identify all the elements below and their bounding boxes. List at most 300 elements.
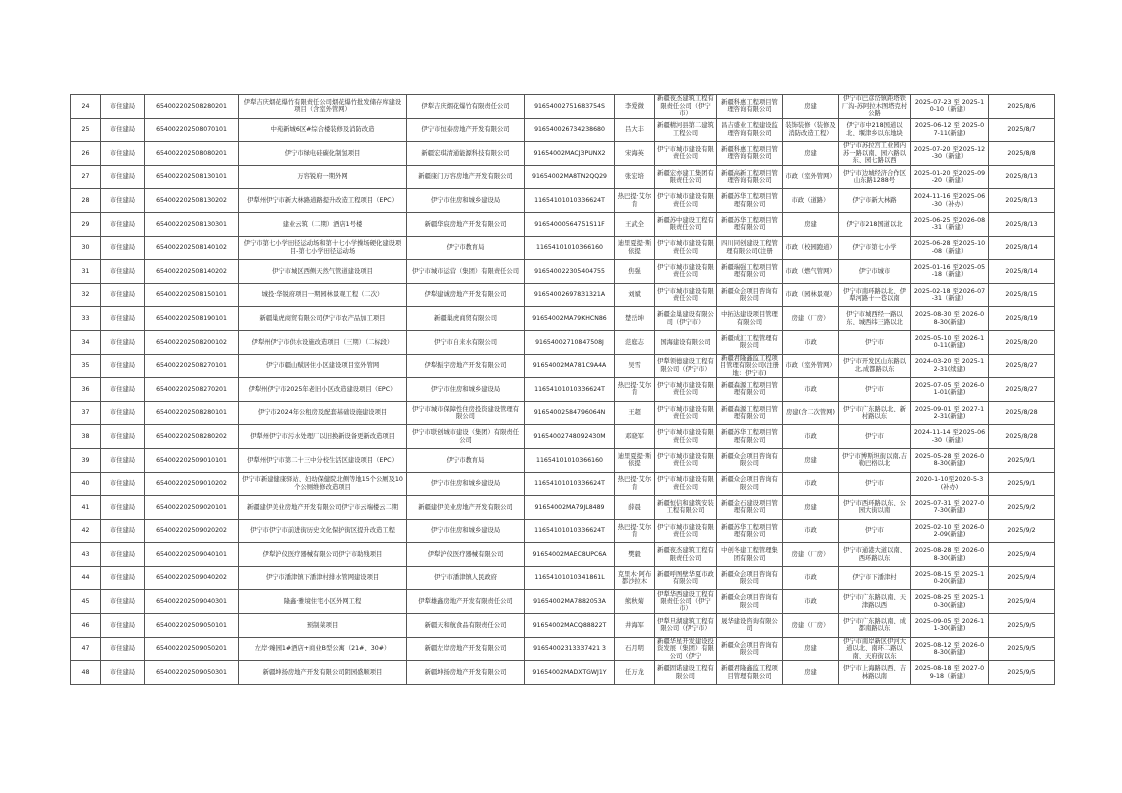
legal-rep-cell: 薛晨 (615, 496, 655, 520)
location-cell: 伊宁市 (839, 330, 911, 354)
project-type-cell: 市政（校园跑道） (783, 236, 839, 260)
location-cell: 伊宁市巴彦岱镇距塔铁厂沟-苏阿拉木图塔克村公路 (839, 95, 911, 119)
project-name-cell: 新疆建伊美业房地产开发有限公司伊宁市云端楼云二期 (239, 496, 407, 520)
department-cell: 市住建局 (101, 425, 145, 449)
legal-rep-cell: 任万龙 (615, 661, 655, 685)
contractor-cell: 伊犁领德建设工程有限公司（伊宁市） (655, 354, 717, 378)
issue-date-cell: 2025/8/28 (989, 425, 1055, 449)
legal-rep-cell: 热巴提·艾尔肯 (615, 519, 655, 543)
project-name-cell: 伊宁市疆山赋居住小区建设项目室外管网 (239, 354, 407, 378)
table-row (71, 330, 1055, 354)
project-type-cell: 房建（厂房） (783, 543, 839, 567)
construction-unit-cell: 伊犁吉庆烟花爆竹有限责任公司 (407, 95, 525, 119)
location-cell: 伊宁市 (839, 519, 911, 543)
project-name-cell: 预制菜项目 (239, 614, 407, 638)
issue-date-cell: 2025/9/2 (989, 519, 1055, 543)
construction-unit-cell: 伊宁市城市保障性住房投资建设管理有限公司 (407, 401, 525, 425)
supervisor-cell: 新疆众会项目咨询有限公司 (717, 472, 783, 496)
credit-code-cell: 11654101010336624T (525, 472, 615, 496)
project-code-cell: 654002202508130101 (145, 165, 239, 189)
department-cell: 市住建局 (101, 307, 145, 331)
supervisor-cell: 新疆高新工程项目管理咨询有限公司 (717, 165, 783, 189)
supervisor-cell: 中拓达建设项目管理有限公司 (717, 307, 783, 331)
row-number-cell: 38 (71, 425, 101, 449)
row-number-cell: 30 (71, 236, 101, 260)
contractor-cell: 伊宁市城市建设有限责任公司 (655, 260, 717, 284)
project-type-cell: 房建 (783, 661, 839, 685)
issue-date-cell: 2025/8/27 (989, 354, 1055, 378)
issue-date-cell: 2025/9/1 (989, 472, 1055, 496)
department-cell: 市住建局 (101, 95, 145, 119)
supervisor-cell: 新疆森源工程项目管理有限公司 (717, 401, 783, 425)
project-name-cell: 伊犁州伊宁市新大林路道路提升改造工程项目（EPC） (239, 189, 407, 213)
contractor-cell: 伊宁市城市建设有限责任公司 (655, 519, 717, 543)
issue-date-cell: 2025/9/5 (989, 614, 1055, 638)
contractor-cell: 伊宁市城市建设有限责任公司 (655, 472, 717, 496)
legal-rep-cell: 石月明 (615, 637, 655, 661)
legal-rep-cell: 迪里夏提·斯依提 (615, 448, 655, 472)
location-cell: 伊宁市下潘津村 (839, 566, 911, 590)
project-type-cell: 市政（道路） (783, 189, 839, 213)
department-cell: 市住建局 (101, 354, 145, 378)
supervisor-cell: 新疆金石建设项目管理有限公司 (717, 496, 783, 520)
construction-period-cell: 2025-02-18 至2026-07-31（新建） (911, 283, 989, 307)
construction-period-cell: 2025-08-30 至 2026-08-30(新建) (911, 307, 989, 331)
department-cell: 市住建局 (101, 519, 145, 543)
table-row (71, 472, 1055, 496)
row-number-cell: 34 (71, 330, 101, 354)
construction-unit-cell: 伊宁市恒泰房地产开发有限公司 (407, 118, 525, 142)
row-number-cell: 31 (71, 260, 101, 284)
construction-unit-cell: 伊宁市城市运营（集团）有限责任公司 (407, 260, 525, 284)
supervisor-cell: 昌吉盛业工程建设监理咨询有限公司 (717, 118, 783, 142)
issue-date-cell: 2025/8/20 (989, 330, 1055, 354)
contractor-cell: 伊宁市城市建设有限责任公司 (655, 378, 717, 402)
construction-period-cell: 2025-05-28 至 2026-08-30(新建) (911, 448, 989, 472)
construction-unit-cell: 新疆建伊美业房地产开发有限公司 (407, 496, 525, 520)
project-type-cell: 市政 (783, 330, 839, 354)
construction-unit-cell: 伊宁市联创城市建设（集团）有限责任公司 (407, 425, 525, 449)
construction-unit-cell: 伊宁市教育局 (407, 448, 525, 472)
construction-period-cell: 2025-06-12 至 2025-07-11(新建) (911, 118, 989, 142)
construction-unit-cell: 新疆康门万容房地产开发有限公司 (407, 165, 525, 189)
project-code-cell: 654002202508280201 (145, 95, 239, 119)
project-type-cell: 市政 (783, 566, 839, 590)
credit-code-cell: 91654002748092430M (525, 425, 615, 449)
project-type-cell: 市政（园林景观） (783, 283, 839, 307)
project-code-cell: 654002202508270101 (145, 354, 239, 378)
project-name-cell: 伊犁吉庆烟花爆竹有限责任公司烟花爆竹批发储存库建设项目（含室外管网） (239, 95, 407, 119)
department-cell: 市住建局 (101, 283, 145, 307)
issue-date-cell: 2025/8/15 (989, 283, 1055, 307)
row-number-cell: 41 (71, 496, 101, 520)
table-row (71, 566, 1055, 590)
construction-period-cell: 2020-1-10至2020-5-3(补办) (911, 472, 989, 496)
issue-date-cell: 2025/8/27 (989, 378, 1055, 402)
location-cell: 伊宁市博斯坦街以南,吉勒巴格以北 (839, 448, 911, 472)
table-row (71, 590, 1055, 614)
department-cell: 市住建局 (101, 614, 145, 638)
table-row (71, 543, 1055, 567)
project-type-cell: 房建(含二次管网) (783, 401, 839, 425)
row-number-cell: 33 (71, 307, 101, 331)
location-cell: 伊宁市广东路以北、新村路以东 (839, 401, 911, 425)
construction-period-cell: 2025-08-28 至 2026-08-30(新建) (911, 543, 989, 567)
legal-rep-cell: 热巴提·艾尔肯 (615, 472, 655, 496)
construction-period-cell: 2024-11-14 至2025-06-30（新建） (911, 425, 989, 449)
department-cell: 市住建局 (101, 330, 145, 354)
row-number-cell: 24 (71, 95, 101, 119)
project-name-cell: 伊宁市城区西侧天然气管道建设项目 (239, 260, 407, 284)
construction-period-cell: 2025-08-12 至 2026-08-30(新建) (911, 637, 989, 661)
project-type-cell: 市政（燃气管网） (783, 260, 839, 284)
department-cell: 市住建局 (101, 401, 145, 425)
project-code-cell: 654002202508070101 (145, 118, 239, 142)
construction-unit-cell: 伊宁市住房和城乡建设局 (407, 519, 525, 543)
contractor-cell: 伊宁市城市建设有限责任公司 (655, 283, 717, 307)
row-number-cell: 25 (71, 118, 101, 142)
construction-period-cell: 2025-02-10 至 2026-02-09(新建) (911, 519, 989, 543)
project-code-cell: 654002202509010202 (145, 472, 239, 496)
project-code-cell: 654002202509020101 (145, 496, 239, 520)
construction-period-cell: 2025-09-01 至 2027-12-31(新建) (911, 401, 989, 425)
contractor-cell: 新疆苏中建设工程有限责任公司 (655, 212, 717, 236)
project-name-cell: 伊犁州伊宁市污水处理厂以旧换新设备更新改造项目 (239, 425, 407, 449)
issue-date-cell: 2025/8/13 (989, 212, 1055, 236)
credit-code-cell: 91654002751683754S (525, 95, 615, 119)
table-row (71, 212, 1055, 236)
project-registry-table (70, 94, 1055, 685)
project-code-cell: 654002202508150101 (145, 283, 239, 307)
legal-rep-cell: 张宏培 (615, 165, 655, 189)
project-type-cell: 装饰装修（装修及消防改造工程） (783, 118, 839, 142)
project-name-cell: 万容锐府一期外网 (239, 165, 407, 189)
project-name-cell: 建业云筑（二期）酒店1号楼 (239, 212, 407, 236)
row-number-cell: 47 (71, 637, 101, 661)
project-type-cell: 市政（室外管网） (783, 354, 839, 378)
supervisor-cell: 新疆众会项目咨询有限公司 (717, 566, 783, 590)
project-name-cell: 伊犁州伊宁市2025年老旧小区改造建设项目（EPC） (239, 378, 407, 402)
project-code-cell: 654002202509040101 (145, 543, 239, 567)
location-cell: 伊宁市城市 (839, 260, 911, 284)
contractor-cell: 新疆夜杰建筑工程有限责任公司（伊宁市） (655, 95, 717, 119)
location-cell: 伊宁市第七小学 (839, 236, 911, 260)
legal-rep-cell: 迪里夏提·斯依提 (615, 236, 655, 260)
supervisor-cell: 新疆瑞强工程项目管理有限公司 (717, 260, 783, 284)
supervisor-cell: 四川同创建设工程管理有限公司(注册 (717, 236, 783, 260)
project-name-cell: 伊宁市绿电硅碳化制氢项目 (239, 142, 407, 166)
supervisor-cell: 晟华建设咨询有限公司 (717, 614, 783, 638)
legal-rep-cell: 王超 (615, 401, 655, 425)
construction-unit-cell: 新疆宏琪清通能源科技有限公司 (407, 142, 525, 166)
credit-code-cell: 91654002MA7882053A (525, 590, 615, 614)
issue-date-cell: 2025/8/7 (989, 118, 1055, 142)
table-row (71, 496, 1055, 520)
contractor-cell: 伊宁市城市建设有限责任公司 (655, 448, 717, 472)
construction-unit-cell: 伊宁市住房和城乡建设局 (407, 378, 525, 402)
legal-rep-cell: 井海军 (615, 614, 655, 638)
project-code-cell: 654002202508270201 (145, 378, 239, 402)
contractor-cell: 伊宁市城市建设有限责任公司 (655, 425, 717, 449)
project-name-cell: 左岸·臻园1#酒店+商业B型公寓（21#、30#） (239, 637, 407, 661)
project-type-cell: 房建 (783, 142, 839, 166)
credit-code-cell: 91654000564751S11F (525, 212, 615, 236)
row-number-cell: 45 (71, 590, 101, 614)
legal-rep-cell: 樊毅 (615, 543, 655, 567)
row-number-cell: 39 (71, 448, 101, 472)
row-number-cell: 35 (71, 354, 101, 378)
construction-period-cell: 2025-06-28 至2025-10-08（新建） (911, 236, 989, 260)
department-cell: 市住建局 (101, 378, 145, 402)
legal-rep-cell: 范庭志 (615, 330, 655, 354)
construction-unit-cell: 伊宁市教育局 (407, 236, 525, 260)
contractor-cell: 新疆固诺建设工程有限公司 (655, 661, 717, 685)
row-number-cell: 40 (71, 472, 101, 496)
issue-date-cell: 2025/8/13 (989, 189, 1055, 213)
credit-code-cell: 91654002MA79KHCN86 (525, 307, 615, 331)
legal-rep-cell: 吕大丰 (615, 118, 655, 142)
supervisor-cell: 新疆众会项目咨询有限公司 (717, 283, 783, 307)
department-cell: 市住建局 (101, 212, 145, 236)
location-cell: 伊宁市 (839, 378, 911, 402)
location-cell: 伊宁市广东路以南、成都南路以东 (839, 614, 911, 638)
contractor-cell: 新疆精河县第二建筑工程公司 (655, 118, 717, 142)
table-row (71, 425, 1055, 449)
supervisor-cell: 新疆君隆鑫监工程项目管理有限公司(注册地：伊宁市) (717, 354, 783, 378)
legal-rep-cell: 吴雪 (615, 354, 655, 378)
project-name-cell: 伊宁市2024年公租房及配套基础设施建设项目 (239, 401, 407, 425)
project-code-cell: 654002202508280202 (145, 425, 239, 449)
project-code-cell: 654002202508190101 (145, 307, 239, 331)
project-type-cell: 房建 (783, 95, 839, 119)
legal-rep-cell: 宋海英 (615, 142, 655, 166)
credit-code-cell: 916540026734238680 (525, 118, 615, 142)
project-code-cell: 654002202509020202 (145, 519, 239, 543)
project-name-cell: 伊宁市新建健康驿站、妇幼保健院北侧等地15个公厕及10个公厕维修改造项目 (239, 472, 407, 496)
construction-unit-cell: 伊宁市自来水有限公司 (407, 330, 525, 354)
department-cell: 市住建局 (101, 496, 145, 520)
supervisor-cell: 新疆苏华工程项目管理有限公司 (717, 519, 783, 543)
credit-code-cell: 91654002MA781C9A4A (525, 354, 615, 378)
supervisor-cell: 新疆苏华工程项目管理有限公司 (717, 425, 783, 449)
construction-unit-cell: 新疆巢虎商贸有限公司 (407, 307, 525, 331)
construction-unit-cell: 新疆华宸房地产开发有限公司 (407, 212, 525, 236)
construction-period-cell: 2024-11-16 至2025-06-30（补办） (911, 189, 989, 213)
construction-unit-cell: 伊犁雄鑫房地产开发有限责任公司 (407, 590, 525, 614)
location-cell: 伊宁市南环路以北、伊犁河路十一巷以南 (839, 283, 911, 307)
supervisor-cell: 新疆众会项目咨询有限公司 (717, 637, 783, 661)
project-name-cell: 伊犁州伊宁市供水设施改造项目（三期）（二标段） (239, 330, 407, 354)
contractor-cell: 新疆夜杰建筑工程有限责任公司 (655, 543, 717, 567)
row-number-cell: 44 (71, 566, 101, 590)
issue-date-cell: 2025/8/13 (989, 165, 1055, 189)
supervisor-cell: 新疆科惠工程项目管理咨询有限公司 (717, 95, 783, 119)
project-type-cell: 市政 (783, 425, 839, 449)
project-code-cell: 654002202509050201 (145, 637, 239, 661)
credit-code-cell: 91654002MA8TN2QQ29 (525, 165, 615, 189)
contractor-cell: 伊宁市城市建设有限责任公司 (655, 236, 717, 260)
table-row (71, 165, 1055, 189)
department-cell: 市住建局 (101, 637, 145, 661)
contractor-cell: 伊宁市城市建设有限责任公司 (655, 142, 717, 166)
credit-code-cell: 91654002MACJ3PUNX2 (525, 142, 615, 166)
table-row (71, 661, 1055, 685)
supervisor-cell: 新疆众会项目咨询有限公司 (717, 590, 783, 614)
supervisor-cell: 中创冬建工程管理集团有限公司 (717, 543, 783, 567)
credit-code-cell: 11654101010336624T (525, 519, 615, 543)
project-type-cell: 房建 (783, 637, 839, 661)
project-code-cell: 654002202508140102 (145, 236, 239, 260)
project-type-cell: 房建 (783, 448, 839, 472)
project-type-cell: 市政 (783, 472, 839, 496)
row-number-cell: 32 (71, 283, 101, 307)
supervisor-cell: 新疆苏华工程项目管理有限公司 (717, 212, 783, 236)
location-cell: 伊宁市中218国道以北、堰津乡以东地块 (839, 118, 911, 142)
row-number-cell: 42 (71, 519, 101, 543)
table-row (71, 378, 1055, 402)
construction-period-cell: 2024-03-20 至 2025-12-31(续建) (911, 354, 989, 378)
department-cell: 市住建局 (101, 260, 145, 284)
credit-code-cell: 91654002313337421 3 (525, 637, 615, 661)
supervisor-cell: 新疆森源工程项目管理有限公司 (717, 378, 783, 402)
department-cell: 市住建局 (101, 543, 145, 567)
legal-rep-cell: 李爱微 (615, 95, 655, 119)
legal-rep-cell: 热巴提·艾尔肯 (615, 378, 655, 402)
table-row (71, 283, 1055, 307)
legal-rep-cell: 王武全 (615, 212, 655, 236)
credit-code-cell: 11654101010341861L (525, 566, 615, 590)
project-type-cell: 市政 (783, 590, 839, 614)
location-cell: 伊宁市218国道以北 (839, 212, 911, 236)
credit-code-cell: 11654101010366160 (525, 236, 615, 260)
construction-period-cell: 2025-07-05 至 2026-01-01(新建) (911, 378, 989, 402)
department-cell: 市住建局 (101, 165, 145, 189)
location-cell: 伊宁市 (839, 425, 911, 449)
table-row (71, 236, 1055, 260)
project-name-cell: 新疆巢虎商贸有限公司伊宁市农产品加工项目 (239, 307, 407, 331)
row-number-cell: 46 (71, 614, 101, 638)
construction-period-cell: 2025-07-23 至 2025-10-10（新建） (911, 95, 989, 119)
table-row (71, 189, 1055, 213)
legal-rep-cell: 热巴提·艾尔肯 (615, 189, 655, 213)
project-code-cell: 654002202509010101 (145, 448, 239, 472)
construction-unit-cell: 伊宁市住房和城乡建设局 (407, 472, 525, 496)
construction-unit-cell: 新疆天和航食品有限责任公司 (407, 614, 525, 638)
location-cell: 伊宁市苏拉宫工业园内苏一路以南、园六路以东、园七路以西 (839, 142, 911, 166)
issue-date-cell: 2025/8/19 (989, 307, 1055, 331)
construction-unit-cell: 伊犁建诚房地产开发有限公司 (407, 283, 525, 307)
construction-period-cell: 2025-09-05 至 2026-11-30(新建) (911, 614, 989, 638)
project-name-cell: 伊犁沪仪医疗器械有限公司伊宁市助残项目 (239, 543, 407, 567)
location-cell: 伊宁市边城经济合作区山东路1288号 (839, 165, 911, 189)
project-code-cell: 654002202508130301 (145, 212, 239, 236)
department-cell: 市住建局 (101, 189, 145, 213)
construction-unit-cell: 伊宁市住房和城乡建设局 (407, 189, 525, 213)
row-number-cell: 43 (71, 543, 101, 567)
issue-date-cell: 2025/9/4 (989, 566, 1055, 590)
project-code-cell: 654002202508080201 (145, 142, 239, 166)
credit-code-cell: 91654002MACQ88822T (525, 614, 615, 638)
legal-rep-cell: 熊秋菊 (615, 590, 655, 614)
contractor-cell: 新疆呼图壁华夏市政有限公司 (655, 566, 717, 590)
issue-date-cell: 2025/9/5 (989, 661, 1055, 685)
department-cell: 市住建局 (101, 142, 145, 166)
project-code-cell: 654002202509050301 (145, 661, 239, 685)
project-name-cell: 隆鑫·雅境住宅小区外网工程 (239, 590, 407, 614)
project-code-cell: 654002202508200102 (145, 330, 239, 354)
table-row (71, 519, 1055, 543)
construction-period-cell: 2025-08-25 至 2025-10-30(新建) (911, 590, 989, 614)
row-number-cell: 36 (71, 378, 101, 402)
department-cell: 市住建局 (101, 566, 145, 590)
credit-code-cell: 916540022305404755 (525, 260, 615, 284)
issue-date-cell: 2025/9/2 (989, 496, 1055, 520)
location-cell: 伊宁市通港大道以南、西环路以东 (839, 543, 911, 567)
row-number-cell: 37 (71, 401, 101, 425)
department-cell: 市住建局 (101, 118, 145, 142)
project-type-cell: 房建 (783, 496, 839, 520)
table-row (71, 142, 1055, 166)
issue-date-cell: 2025/8/8 (989, 142, 1055, 166)
construction-period-cell: 2025-08-18 至 2027-09-18（新建） (911, 661, 989, 685)
credit-code-cell: 91654002MAEC8UPC6A (525, 543, 615, 567)
issue-date-cell: 2025/9/4 (989, 590, 1055, 614)
legal-rep-cell: 克里木·阿布都沙拉木 (615, 566, 655, 590)
table-row (71, 260, 1055, 284)
construction-unit-cell: 伊宁市潘津镇人民政府 (407, 566, 525, 590)
construction-unit-cell: 新疆坤扬房地产开发有限公司 (407, 661, 525, 685)
project-type-cell: 市政 (783, 519, 839, 543)
row-number-cell: 28 (71, 189, 101, 213)
issue-date-cell: 2025/8/28 (989, 401, 1055, 425)
location-cell: 伊宁市开发区山东路以北,成都路以东 (839, 354, 911, 378)
contractor-cell: 伊宁市城市建设有限责任公司 (655, 189, 717, 213)
contractor-cell: 新疆金巢建设有限公司（伊宁市） (655, 307, 717, 331)
issue-date-cell: 2025/8/14 (989, 260, 1055, 284)
legal-rep-cell: 邓晓军 (615, 425, 655, 449)
issue-date-cell: 2025/9/4 (989, 543, 1055, 567)
table-row (71, 307, 1055, 331)
contractor-cell: 伊犁旦湖建筑工程有限公司（伊宁市） (655, 614, 717, 638)
credit-code-cell: 11654101010336624T (525, 378, 615, 402)
project-type-cell: 房建（厂房） (783, 614, 839, 638)
credit-code-cell: 11654101010366160 (525, 448, 615, 472)
construction-unit-cell: 伊犁振宇房地产开发有限公司 (407, 354, 525, 378)
contractor-cell: 新疆宏亦建工集团有限责任公司 (655, 165, 717, 189)
row-number-cell: 26 (71, 142, 101, 166)
legal-rep-cell: 刘斌 (615, 283, 655, 307)
project-name-cell: 伊犁州伊宁市第二十三中分校生活区建设项目（EPC） (239, 448, 407, 472)
supervisor-cell: 新疆苏华工程项目管理有限公司 (717, 189, 783, 213)
table-row (71, 448, 1055, 472)
table-row (71, 401, 1055, 425)
project-code-cell: 654002202509040301 (145, 590, 239, 614)
credit-code-cell: 91654002MA79JL8489 (525, 496, 615, 520)
project-type-cell: 市政（室外管网） (783, 165, 839, 189)
legal-rep-cell: 焦强 (615, 260, 655, 284)
project-type-cell: 市政 (783, 378, 839, 402)
credit-code-cell: 91654002584796064N (525, 401, 615, 425)
table-row (71, 354, 1055, 378)
project-name-cell: 城投·华锐府项目一期园林景观工程（二次） (239, 283, 407, 307)
project-name-cell: 中苑新城6区#综合楼装修及消防改造 (239, 118, 407, 142)
supervisor-cell: 新疆众会项目咨询有限公司 (717, 448, 783, 472)
supervisor-cell: 新疆科惠工程项目管理咨询有限公司 (717, 142, 783, 166)
legal-rep-cell: 楚岳坤 (615, 307, 655, 331)
supervisor-cell: 新疆成汇工程管理有限公司 (717, 330, 783, 354)
department-cell: 市住建局 (101, 661, 145, 685)
table-row (71, 614, 1055, 638)
